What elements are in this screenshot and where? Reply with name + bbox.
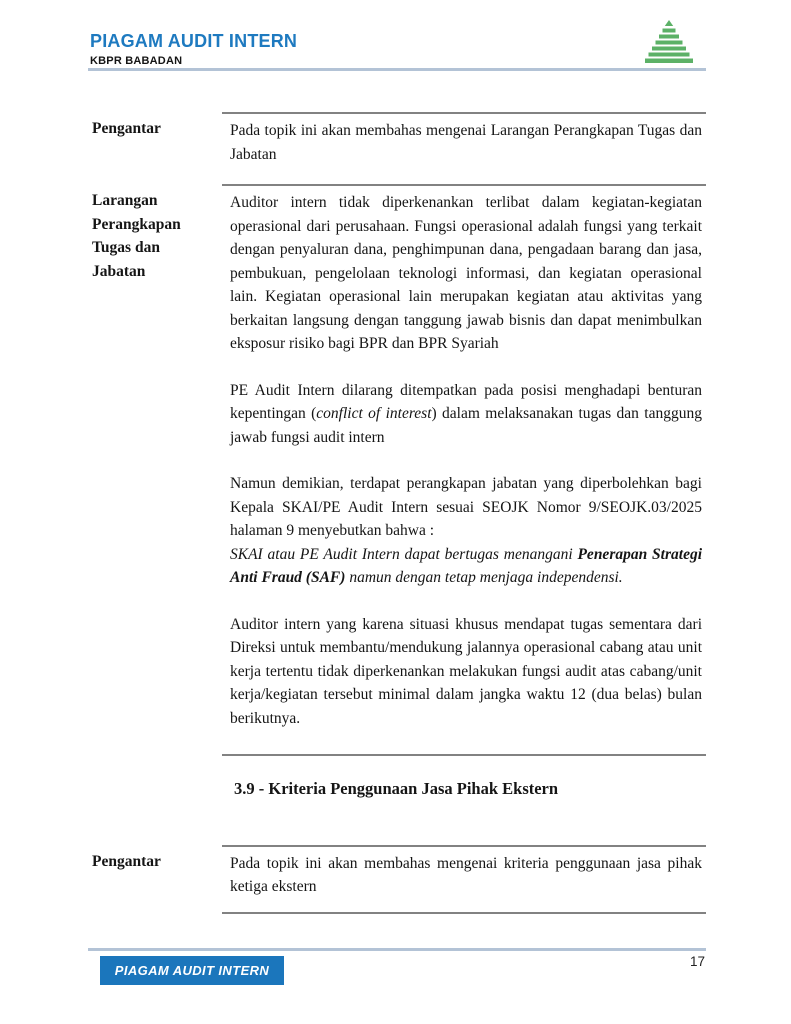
paragraph: Auditor intern tidak diperkenankan terlibat dalam kegiatan-kegiatan operasional dari perusahaan. Fungsi operasional adalah fungsi yang terkait dengan penyaluran dana, penghimpunan dana, pengadaan barang dan jasa, pembukuan, pengelolaan teknologi informasi, dan kegiatan operasional lain. Kegiatan operasional lain merupakan kegiatan atau aktivitas yang berkaitan langsung dengan tanggung jawab bisnis dan dapat menimbulkan eksposur risiko bagi BPR dan BPR Syariah xyxy=(230,194,702,352)
paragraph: Pada topik ini akan membahas mengenai Larangan Perangkapan Tugas dan Jabatan xyxy=(230,122,702,163)
header-divider xyxy=(88,68,706,71)
footer-banner: PIAGAM AUDIT INTERN xyxy=(100,956,284,985)
page-number: 17 xyxy=(689,954,705,969)
paragraph xyxy=(230,379,702,450)
section-label-pengantar-2: Pengantar xyxy=(92,852,161,870)
section-body-pengantar-2 xyxy=(222,845,706,914)
text-run: PE Audit Intern dilarang ditempatkan pada posisi menghadapi benturan kepentingan ( xyxy=(230,381,702,422)
section-body-pengantar-1 xyxy=(222,112,706,184)
footer-divider xyxy=(88,948,706,951)
spacer-cell xyxy=(88,754,222,845)
italic-text-run: SKAI atau PE Audit Intern dapat bertugas menangani xyxy=(230,545,578,563)
section-label-larangan: Larangan Perangkapan Tugas dan Jabatan xyxy=(92,192,181,280)
paragraph: Auditor intern yang karena situasi khusus mendapat tugas sementara dari Direksi untuk membantu/mendukung jalannya operasional cabang atau unit kerja tertentu tidak diperkenankan melakukan fungsi audit atas cabang/unit kerja/kegiatan tersebut minimal dalam jangka waktu 12 (dua belas) bulan berikutnya. xyxy=(230,615,702,727)
italic-text-run: conflict of interest xyxy=(316,405,432,422)
italic-text-run: namun dengan tetap menjaga independensi. xyxy=(345,569,623,586)
document-title: PIAGAM AUDIT INTERN xyxy=(90,31,298,51)
document-subtitle: KBPR BABADAN xyxy=(90,55,183,67)
pyramid-logo-icon xyxy=(641,20,697,64)
text-run: ) dalam melaksanakan tugas dan tanggung jawab fungsi audit intern xyxy=(230,405,702,446)
paragraph: Pada topik ini akan membahas mengenai kriteria penggunaan jasa pihak ketiga ekstern xyxy=(230,854,702,895)
paragraph: Namun demikian, terdapat perangkapan jabatan yang diperbolehkan bagi Kepala SKAI/PE Audit Intern sesuai SEOJK Nomor 9/SEOJK.03/2025 halaman 9 menyebutkan bahwa : xyxy=(230,475,702,539)
section-heading-3-9: 3.9 - Kriteria Penggunaan Jasa Pihak Ekstern xyxy=(222,754,706,845)
content-table xyxy=(88,112,706,914)
section-body-larangan xyxy=(222,184,706,754)
paragraph-italic-citation xyxy=(230,543,702,590)
bold-italic-text-run: Penerapan Strategi Anti Fraud (SAF) xyxy=(230,545,702,586)
section-label-pengantar-1: Pengantar xyxy=(92,120,161,137)
